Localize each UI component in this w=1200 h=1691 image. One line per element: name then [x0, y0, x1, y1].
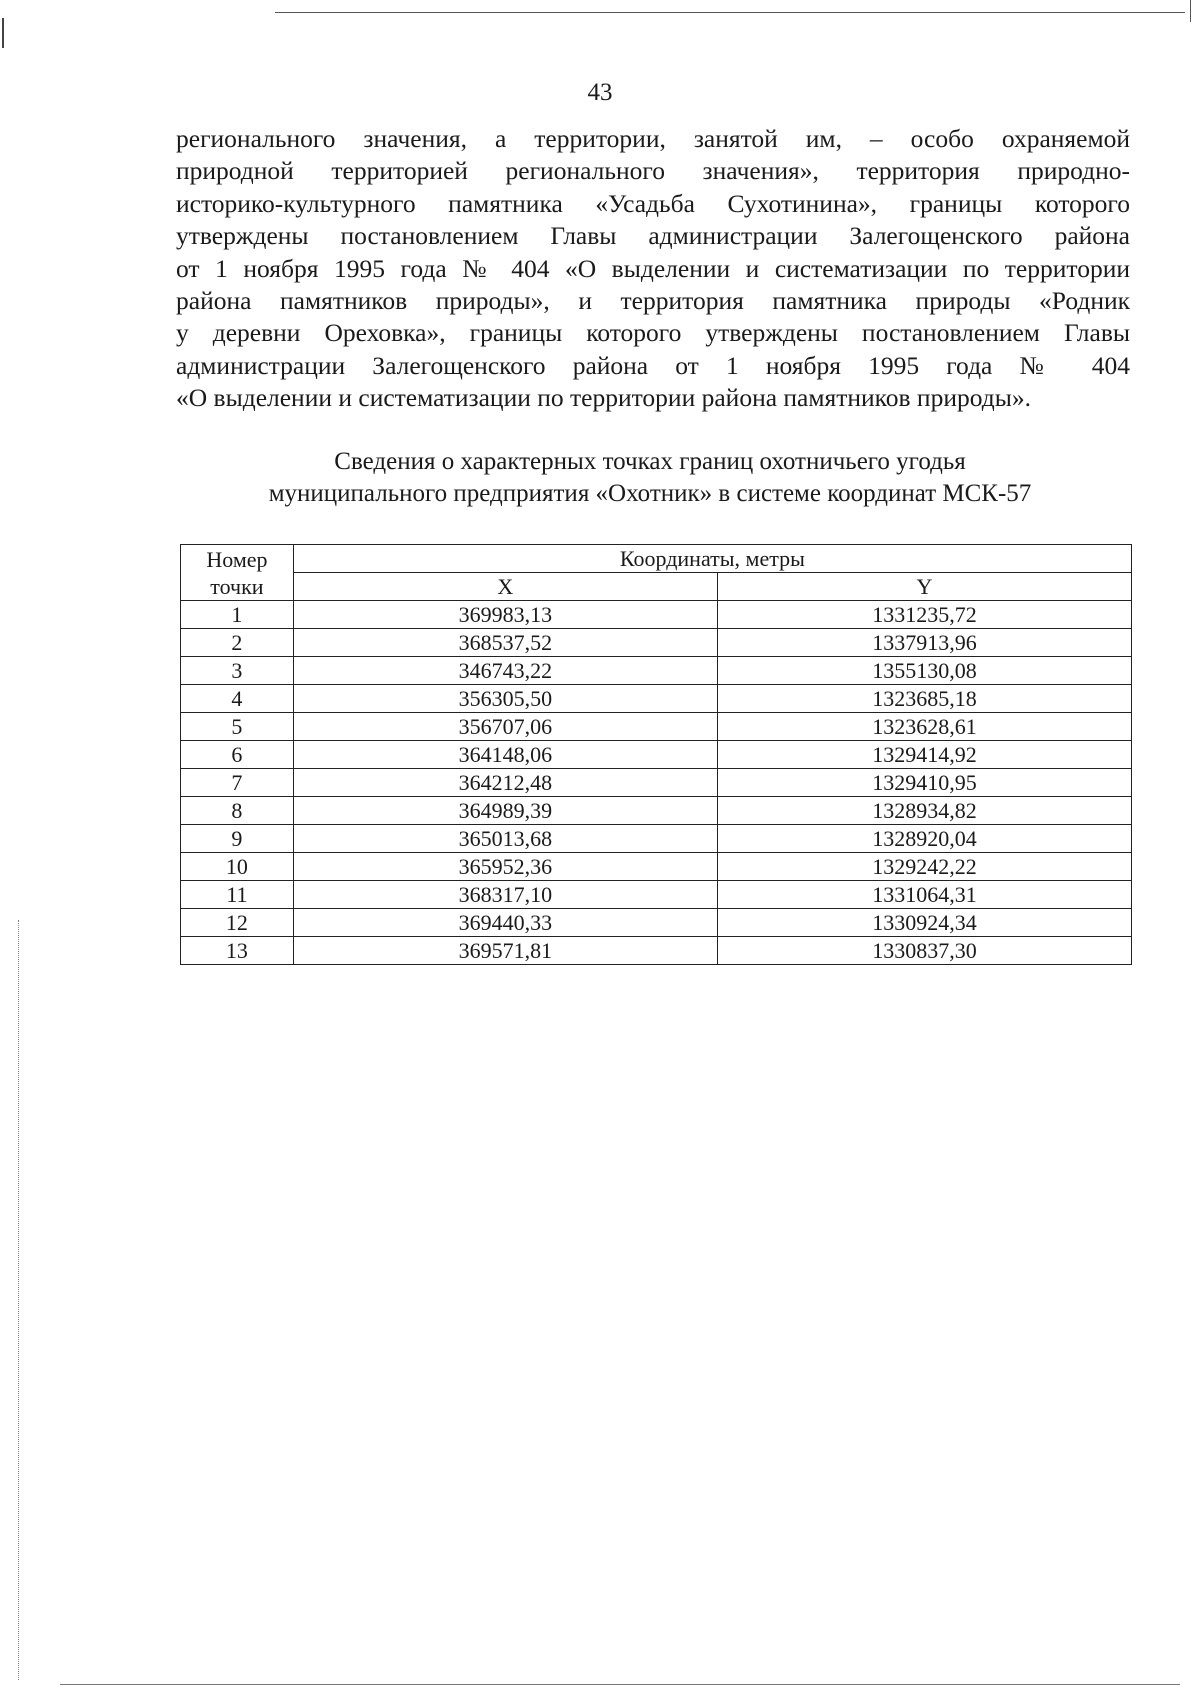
body-paragraph [176, 123, 1130, 415]
table-row [181, 825, 1132, 853]
cell-point-number: 12 [181, 909, 294, 937]
header-point-number-line: Номер [206, 546, 268, 572]
paragraph-line: района памятников природы», и территория памятника природы «Родник [176, 285, 1130, 315]
page-number: 43 [587, 79, 613, 106]
scan-border-left [2, 18, 4, 48]
header-y: Y [717, 573, 1131, 601]
cell-x: 356707,06 [293, 713, 717, 741]
cell-point-number: 10 [181, 853, 294, 881]
paragraph-line: историко-культурного памятника «Усадьба Сухотинина», границы которого [176, 188, 1130, 218]
paragraph-line: «О выделении и систематизации по территории района памятников природы». [176, 383, 1031, 413]
cell-point-number: 7 [181, 769, 294, 797]
cell-y: 1329410,95 [717, 769, 1131, 797]
paragraph-line: у деревни Ореховка», границы которого утверждены постановлением Главы [176, 318, 1130, 348]
cell-y: 1323685,18 [717, 685, 1131, 713]
scan-border-bottom [60, 1684, 1180, 1685]
cell-y: 1355130,08 [717, 657, 1131, 685]
cell-y: 1323628,61 [717, 713, 1131, 741]
cell-y: 1330924,34 [717, 909, 1131, 937]
scan-border-left-dotted [18, 920, 19, 1680]
paragraph-line: природной территорией регионального значения», территория природно- [176, 156, 1130, 186]
table-row [181, 741, 1132, 769]
cell-x: 369983,13 [293, 601, 717, 629]
cell-point-number: 4 [181, 685, 294, 713]
table-caption-line: Сведения о характерных точках границ охотничьего угодья [334, 448, 966, 475]
cell-y: 1328934,82 [717, 797, 1131, 825]
table-caption [160, 446, 1140, 510]
cell-point-number: 8 [181, 797, 294, 825]
cell-x: 368317,10 [293, 881, 717, 909]
cell-point-number: 5 [181, 713, 294, 741]
scan-border-top [275, 12, 1185, 13]
paragraph-line: от 1 ноября 1995 года № 404 «О выделении и систематизации по территории [176, 253, 1130, 283]
cell-y: 1331235,72 [717, 601, 1131, 629]
table-row [181, 601, 1132, 629]
paragraph-line: утверждены постановлением Главы администрации Залегощенского района [176, 221, 1130, 251]
cell-x: 364148,06 [293, 741, 717, 769]
table-row [181, 713, 1132, 741]
table-body [181, 601, 1132, 965]
cell-y: 1331064,31 [717, 881, 1131, 909]
cell-point-number: 11 [181, 881, 294, 909]
table-row [181, 685, 1132, 713]
cell-x: 364989,39 [293, 797, 717, 825]
table-row [181, 853, 1132, 881]
cell-x: 369571,81 [293, 937, 717, 965]
table-row [181, 629, 1132, 657]
cell-point-number: 6 [181, 741, 294, 769]
cell-y: 1329242,22 [717, 853, 1131, 881]
cell-y: 1329414,92 [717, 741, 1131, 769]
cell-y: 1328920,04 [717, 825, 1131, 853]
table-row [181, 657, 1132, 685]
header-point-number [181, 545, 294, 601]
header-coordinates: Координаты, метры [293, 545, 1131, 573]
table-row [181, 881, 1132, 909]
cell-x: 346743,22 [293, 657, 717, 685]
header-point-number-line: точки [210, 573, 264, 599]
cell-x: 369440,33 [293, 909, 717, 937]
table-row [181, 909, 1132, 937]
cell-x: 368537,52 [293, 629, 717, 657]
table-row [181, 797, 1132, 825]
paragraph-line: администрации Залегощенского района от 1 ноября 1995 года № 404 [176, 350, 1130, 380]
cell-y: 1337913,96 [717, 629, 1131, 657]
cell-x: 365952,36 [293, 853, 717, 881]
scan-border-right [1190, 0, 1191, 22]
cell-y: 1330837,30 [717, 937, 1131, 965]
cell-x: 364212,48 [293, 769, 717, 797]
table-row [181, 937, 1132, 965]
header-x: X [293, 573, 717, 601]
cell-point-number: 2 [181, 629, 294, 657]
table-caption-line: муниципального предприятия «Охотник» в системе координат МСК-57 [268, 480, 1032, 507]
cell-point-number: 13 [181, 937, 294, 965]
cell-point-number: 1 [181, 601, 294, 629]
cell-point-number: 9 [181, 825, 294, 853]
cell-x: 365013,68 [293, 825, 717, 853]
coordinates-table [180, 544, 1132, 965]
cell-x: 356305,50 [293, 685, 717, 713]
paragraph-line: регионального значения, а территории, занятой им, – особо охраняемой [176, 124, 1130, 153]
cell-point-number: 3 [181, 657, 294, 685]
table-row [181, 769, 1132, 797]
